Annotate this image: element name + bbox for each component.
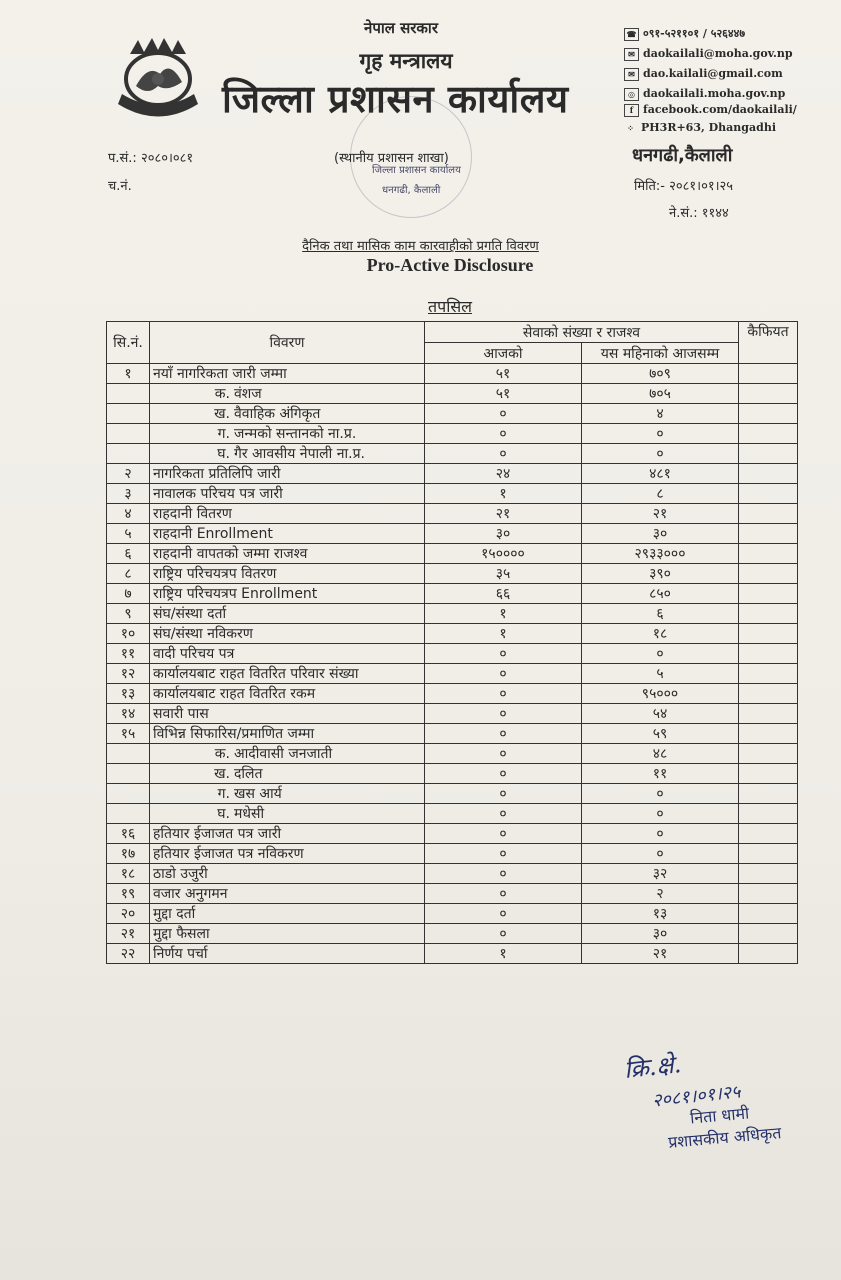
office-name: जिल्ला प्रशासन कार्यालय <box>222 76 569 121</box>
row-today: ० <box>425 844 582 864</box>
row-sn: ८ <box>107 564 150 584</box>
row-remarks <box>739 704 798 724</box>
office-location: धनगढी,कैलाली <box>632 145 733 166</box>
row-remarks <box>739 444 798 464</box>
row-description <box>150 804 425 824</box>
disclosure-table <box>106 321 798 964</box>
row-description: सवारी पास <box>150 704 425 724</box>
row-today: ० <box>425 864 582 884</box>
row-today: १ <box>425 484 582 504</box>
row-description: संघ/संस्था दर्ता <box>150 604 425 624</box>
contact-email-1: ✉ daokailali@moha.gov.np <box>624 47 793 61</box>
row-today: ३० <box>425 524 582 544</box>
header-service-group: सेवाको संख्या र राजश्व <box>425 322 739 343</box>
row-sub-text: गैर आवसीय नेपाली ना.प्र. <box>234 446 365 462</box>
row-description: राहदानी वापतको जम्मा राजश्व <box>150 544 425 564</box>
row-sub-text: वंशज <box>234 386 262 402</box>
row-description <box>150 784 425 804</box>
row-description: हतियार ईजाजत पत्र जारी <box>150 824 425 844</box>
row-today: ० <box>425 404 582 424</box>
row-today: १ <box>425 944 582 964</box>
row-today: ० <box>425 644 582 664</box>
table-row <box>107 444 798 464</box>
table-body <box>107 364 798 964</box>
row-sn <box>107 764 150 784</box>
row-sub-text: जन्मको सन्तानको ना.प्र. <box>234 426 357 442</box>
table-row <box>107 464 798 484</box>
row-sub-text: खस आर्य <box>234 786 282 802</box>
row-description <box>150 744 425 764</box>
row-remarks <box>739 464 798 484</box>
row-month: २९३३००० <box>582 544 739 564</box>
row-sn: १४ <box>107 704 150 724</box>
row-description: नावालक परिचय पत्र जारी <box>150 484 425 504</box>
row-description <box>150 424 425 444</box>
row-today: ५१ <box>425 384 582 404</box>
row-sn: १२ <box>107 664 150 684</box>
row-remarks <box>739 824 798 844</box>
row-description: राहदानी वितरण <box>150 504 425 524</box>
row-today: ० <box>425 424 582 444</box>
row-remarks <box>739 404 798 424</box>
table-row <box>107 684 798 704</box>
row-month: २१ <box>582 504 739 524</box>
row-sn <box>107 784 150 804</box>
table-row <box>107 564 798 584</box>
row-today: ० <box>425 884 582 904</box>
row-sn: ५ <box>107 524 150 544</box>
header-remarks: कैफियत <box>739 322 798 364</box>
table-row <box>107 704 798 724</box>
header-description: विवरण <box>150 322 425 364</box>
row-sn: १६ <box>107 824 150 844</box>
row-description: राष्ट्रिय परिचयत्रप Enrollment <box>150 584 425 604</box>
row-sub-label: ख. <box>214 766 230 782</box>
row-sn: २१ <box>107 924 150 944</box>
row-sub-text: आदीवासी जनजाती <box>234 746 333 762</box>
row-month: ८५० <box>582 584 739 604</box>
row-month: ६ <box>582 604 739 624</box>
row-month: ० <box>582 444 739 464</box>
row-sn <box>107 744 150 764</box>
row-sn: ११ <box>107 644 150 664</box>
row-today: ० <box>425 764 582 784</box>
globe-icon: ◎ <box>624 88 639 101</box>
row-remarks <box>739 644 798 664</box>
mail-icon: ✉ <box>624 48 639 61</box>
nepal-sambat-date: ने.सं.: ११४४ <box>669 206 729 221</box>
row-month: ३९० <box>582 564 739 584</box>
table-row <box>107 844 798 864</box>
row-sub-label: घ. <box>217 446 230 462</box>
row-month: ४८१ <box>582 464 739 484</box>
header-month: यस महिनाको आजसम्म <box>582 343 739 364</box>
row-sub-label: क. <box>214 386 230 402</box>
row-remarks <box>739 424 798 444</box>
row-sub-text: वैवाहिक अंगिकृत <box>234 406 321 422</box>
row-remarks <box>739 684 798 704</box>
row-description: वजार अनुगमन <box>150 884 425 904</box>
row-remarks <box>739 624 798 644</box>
contact-location: ⁘ PH3R+63, Dhangadhi <box>624 121 776 134</box>
row-sn: १३ <box>107 684 150 704</box>
table-row <box>107 884 798 904</box>
row-month: ७०५ <box>582 384 739 404</box>
row-sub-label: क. <box>214 746 230 762</box>
signature-initials: क्रि.क्षे. <box>622 1050 683 1084</box>
row-sub-label: ग. <box>217 426 230 442</box>
row-today: ३५ <box>425 564 582 584</box>
table-row <box>107 364 798 384</box>
row-today: १ <box>425 624 582 644</box>
table-row <box>107 484 798 504</box>
row-description: वादी परिचय पत्र <box>150 644 425 664</box>
row-description: मुद्दा दर्ता <box>150 904 425 924</box>
row-remarks <box>739 384 798 404</box>
table-row <box>107 924 798 944</box>
row-today: ० <box>425 784 582 804</box>
row-month: ० <box>582 824 739 844</box>
row-description: ठाडो उजुरी <box>150 864 425 884</box>
document-title: Pro-Active Disclosure <box>366 255 534 275</box>
reference-number: प.सं.: २०८०।०८१ <box>108 151 194 166</box>
row-description <box>150 384 425 404</box>
table-row <box>107 944 798 964</box>
row-sn: १८ <box>107 864 150 884</box>
stamp-location-text: धनगढी, कैलाली <box>382 185 441 196</box>
row-month: १८ <box>582 624 739 644</box>
row-sn <box>107 804 150 824</box>
row-sub-label: ग. <box>217 786 230 802</box>
row-description: कार्यालयबाट राहत वितरित रकम <box>150 684 425 704</box>
section-heading: तपसिल <box>427 297 473 316</box>
row-sn: ३ <box>107 484 150 504</box>
row-today: ० <box>425 724 582 744</box>
row-remarks <box>739 364 798 384</box>
mail-icon: ✉ <box>624 68 639 81</box>
row-month: ५ <box>582 664 739 684</box>
row-sn: ९ <box>107 604 150 624</box>
row-remarks <box>739 904 798 924</box>
row-month: ४ <box>582 404 739 424</box>
row-description: नयाँ नागरिकता जारी जम्मा <box>150 364 425 384</box>
signatory-name: निता धामी <box>689 1103 750 1128</box>
row-remarks <box>739 484 798 504</box>
row-month: ० <box>582 424 739 444</box>
table-row <box>107 804 798 824</box>
table-row <box>107 724 798 744</box>
row-remarks <box>739 804 798 824</box>
government-name: नेपाल सरकार <box>364 19 438 37</box>
row-month: ० <box>582 804 739 824</box>
row-sn: ४ <box>107 504 150 524</box>
row-sn <box>107 424 150 444</box>
table-row <box>107 604 798 624</box>
row-month: १३ <box>582 904 739 924</box>
ministry-name: गृह मन्त्रालय <box>359 49 453 73</box>
document-subtitle: दैनिक तथा मासिक काम कारवाहीको प्रगति विवरण <box>302 239 539 254</box>
row-sn: १७ <box>107 844 150 864</box>
row-month: ५४ <box>582 704 739 724</box>
row-description <box>150 404 425 424</box>
table-row <box>107 504 798 524</box>
header-today: आजको <box>425 343 582 364</box>
row-sn: १ <box>107 364 150 384</box>
row-description: संघ/संस्था नविकरण <box>150 624 425 644</box>
row-description <box>150 764 425 784</box>
table-row <box>107 584 798 604</box>
table-row <box>107 864 798 884</box>
section-name: (स्थानीय प्रशासन शाखा) <box>334 151 449 166</box>
row-sub-label: ख. <box>214 406 230 422</box>
row-sn: १९ <box>107 884 150 904</box>
contact-facebook: f facebook.com/daokailali/ <box>624 103 797 117</box>
row-remarks <box>739 524 798 544</box>
row-today: ० <box>425 444 582 464</box>
row-description: राष्ट्रिय परिचयत्रप वितरण <box>150 564 425 584</box>
row-today: ० <box>425 804 582 824</box>
row-month: ११ <box>582 764 739 784</box>
table-row <box>107 384 798 404</box>
row-remarks <box>739 744 798 764</box>
row-sub-text: दलित <box>234 766 263 782</box>
row-sn: ७ <box>107 584 150 604</box>
table-row <box>107 624 798 644</box>
row-description <box>150 444 425 464</box>
row-today: २४ <box>425 464 582 484</box>
row-month: ३२ <box>582 864 739 884</box>
row-sn <box>107 384 150 404</box>
row-sn <box>107 404 150 424</box>
row-today: ० <box>425 924 582 944</box>
row-month: ० <box>582 844 739 864</box>
row-remarks <box>739 724 798 744</box>
row-sub-text: मधेसी <box>234 806 265 822</box>
row-sub-label: घ. <box>217 806 230 822</box>
row-remarks <box>739 784 798 804</box>
row-month: ९५००० <box>582 684 739 704</box>
table-row <box>107 784 798 804</box>
header-sn: सि.नं. <box>107 322 150 364</box>
contact-phone: ☎ ०९१-५२११०१ / ५२६४४७ <box>624 26 745 41</box>
row-description: नागरिकता प्रतिलिपि जारी <box>150 464 425 484</box>
row-remarks <box>739 544 798 564</box>
facebook-icon: f <box>624 104 639 117</box>
row-description: निर्णय पर्चा <box>150 944 425 964</box>
row-sn: १५ <box>107 724 150 744</box>
row-month: ४८ <box>582 744 739 764</box>
row-remarks <box>739 764 798 784</box>
row-month: ८ <box>582 484 739 504</box>
stamp-office-text: जिल्ला प्रशासन कार्यालय <box>372 165 461 176</box>
row-remarks <box>739 564 798 584</box>
dispatch-number: च.नं. <box>108 179 132 194</box>
table-row <box>107 424 798 444</box>
row-month: ० <box>582 784 739 804</box>
row-month: ७०९ <box>582 364 739 384</box>
table-row <box>107 404 798 424</box>
row-month: ० <box>582 644 739 664</box>
row-sn: २ <box>107 464 150 484</box>
location-icon: ⁘ <box>627 122 634 133</box>
table-row <box>107 904 798 924</box>
row-sn: २० <box>107 904 150 924</box>
row-remarks <box>739 924 798 944</box>
row-month: २ <box>582 884 739 904</box>
row-remarks <box>739 864 798 884</box>
contact-email-2: ✉ dao.kailali@gmail.com <box>624 67 783 81</box>
row-today: ० <box>425 664 582 684</box>
row-month: ५९ <box>582 724 739 744</box>
table-row <box>107 544 798 564</box>
row-description: कार्यालयबाट राहत वितरित परिवार संख्या <box>150 664 425 684</box>
row-sn: १० <box>107 624 150 644</box>
row-month: ३० <box>582 924 739 944</box>
table-row <box>107 824 798 844</box>
table-row <box>107 764 798 784</box>
row-today: ० <box>425 744 582 764</box>
row-description: मुद्दा फैसला <box>150 924 425 944</box>
table-row <box>107 664 798 684</box>
row-remarks <box>739 884 798 904</box>
row-today: ६६ <box>425 584 582 604</box>
row-description: राहदानी Enrollment <box>150 524 425 544</box>
table-row <box>107 524 798 544</box>
row-description: विभिन्न सिफारिस/प्रमाणित जम्मा <box>150 724 425 744</box>
signature-date: २०८१।०१।२५ <box>651 1081 742 1112</box>
row-remarks <box>739 584 798 604</box>
row-today: १५०००० <box>425 544 582 564</box>
row-today: ० <box>425 904 582 924</box>
row-today: ० <box>425 824 582 844</box>
row-remarks <box>739 844 798 864</box>
row-remarks <box>739 664 798 684</box>
row-today: ५१ <box>425 364 582 384</box>
phone-icon: ☎ <box>624 28 639 41</box>
table-row <box>107 644 798 664</box>
row-sn <box>107 444 150 464</box>
signatory-designation: प्रशासकीय अधिकृत <box>667 1123 783 1152</box>
row-month: २१ <box>582 944 739 964</box>
row-remarks <box>739 504 798 524</box>
nepal-emblem-icon <box>108 34 208 124</box>
row-today: ० <box>425 704 582 724</box>
document-date: मिति:- २०८१।०१।२५ <box>634 179 734 194</box>
row-description: हतियार ईजाजत पत्र नविकरण <box>150 844 425 864</box>
contact-website: ◎ daokailali.moha.gov.np <box>624 87 785 101</box>
row-remarks <box>739 944 798 964</box>
row-sn: २२ <box>107 944 150 964</box>
row-today: ० <box>425 684 582 704</box>
row-today: २१ <box>425 504 582 524</box>
row-month: ३० <box>582 524 739 544</box>
row-sn: ६ <box>107 544 150 564</box>
row-remarks <box>739 604 798 624</box>
row-today: १ <box>425 604 582 624</box>
table-row <box>107 744 798 764</box>
